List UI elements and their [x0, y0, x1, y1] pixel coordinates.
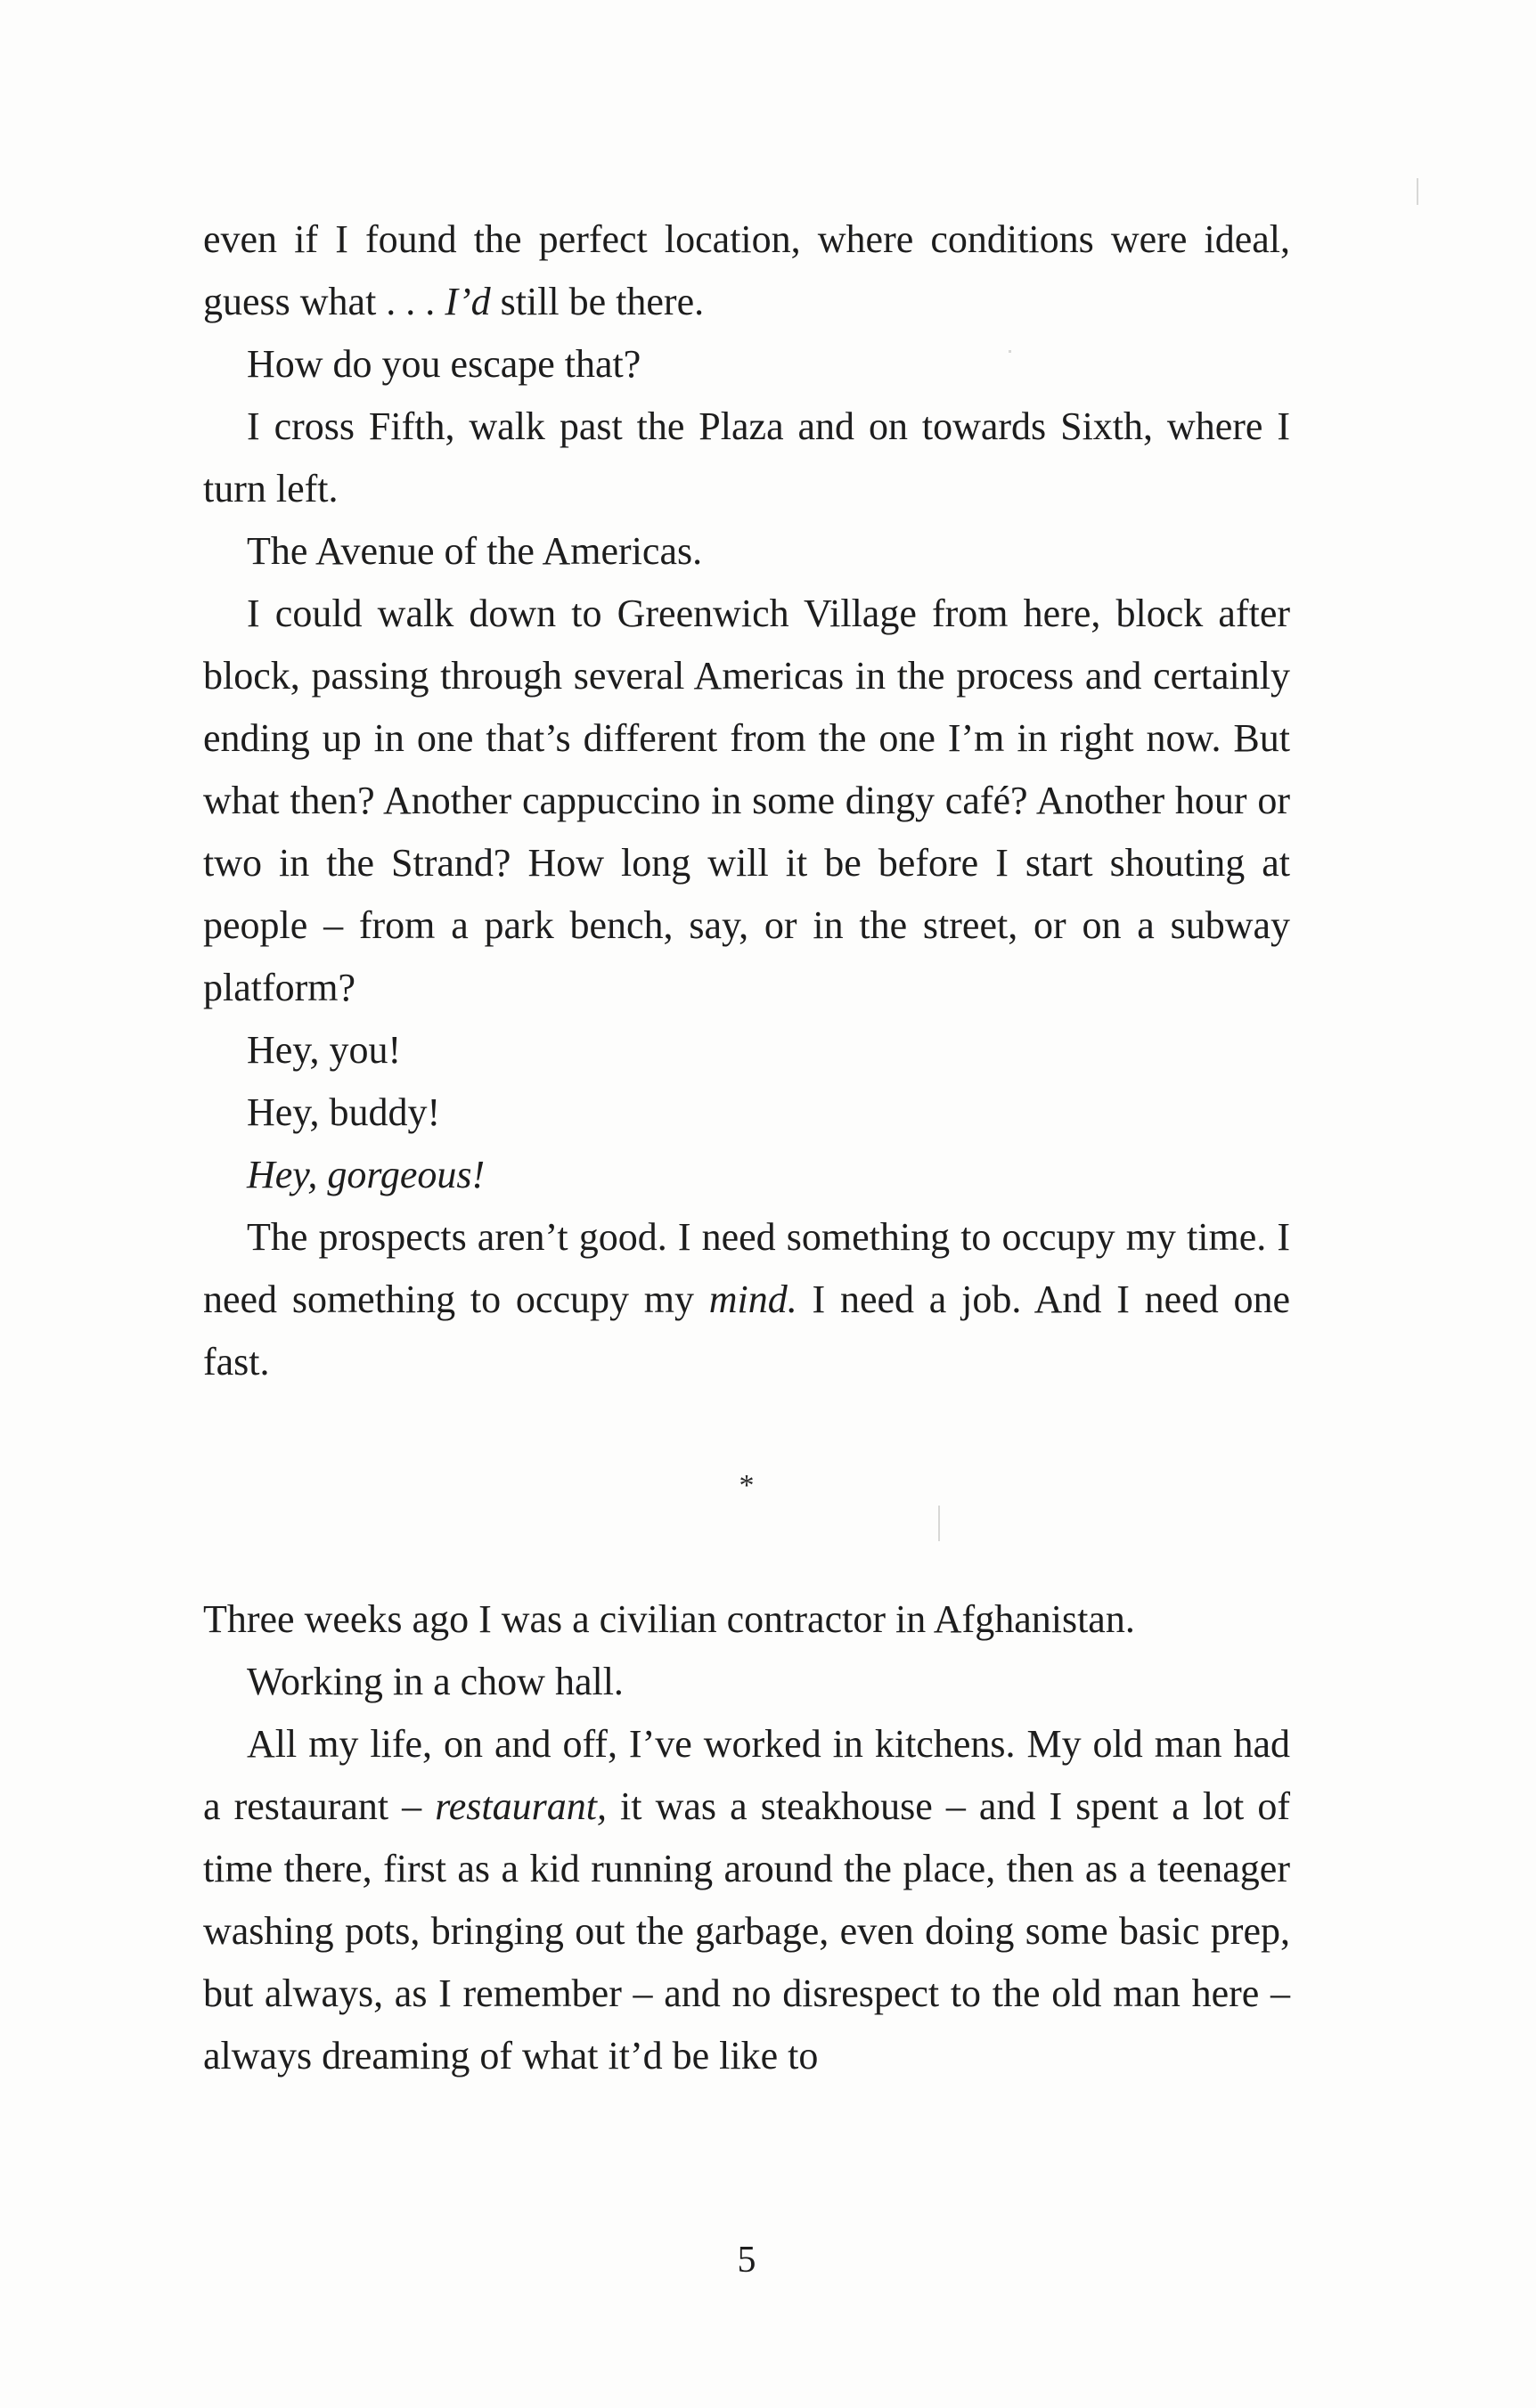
paragraph — [203, 1588, 1290, 1651]
paragraph — [203, 208, 1290, 333]
paragraph — [203, 1651, 1290, 1713]
text-run: it was a steakhouse – and I spent a lot of time there, first as a kid running around the place, then as a teenager washing pots, bringing out the garbage, even doing some basic prep, but always, as I remember – and no disrespect to the old man here – always dreaming of what it’d be like to — [203, 1784, 1291, 2077]
text-run: Hey, you! — [247, 1028, 402, 1072]
text-run: Hey, buddy! — [247, 1090, 441, 1134]
paragraph — [203, 1713, 1290, 2087]
paragraph — [203, 396, 1290, 520]
text-run: Three weeks ago I was a civilian contractor in Afghanistan. — [203, 1597, 1135, 1641]
paragraph — [203, 583, 1290, 1019]
text-run: Working in a chow hall. — [247, 1660, 624, 1703]
paragraph — [203, 520, 1290, 583]
body-text-bottom — [203, 1588, 1290, 2087]
paragraph — [203, 1206, 1290, 1393]
paragraph — [203, 333, 1290, 396]
text-run: still be there. — [490, 280, 705, 323]
body-text-top — [203, 208, 1290, 1393]
text-run: The Avenue of the Americas. — [247, 529, 703, 573]
paragraph — [203, 1144, 1290, 1206]
text-run: How do you escape that? — [247, 342, 641, 386]
italic-text: Hey, gorgeous! — [247, 1153, 486, 1196]
text-run: I cross Fifth, walk past the Plaza and on towards Sixth, where I turn left. — [203, 404, 1290, 510]
scene-break-asterisk: * — [739, 1469, 755, 1502]
scan-speck — [1417, 178, 1418, 205]
text-run: The prospects aren’t good. I need something to occupy my time. I need something to occupy my — [203, 1215, 1290, 1321]
text-run: I need a job. And I need one fast. — [203, 1277, 1290, 1384]
italic-text: I’d — [445, 280, 491, 323]
paragraph — [203, 1082, 1290, 1144]
text-run: All my life, on and off, I’ve worked in kitchens. My old man had a restaurant – — [203, 1722, 1290, 1828]
italic-text: mind. — [708, 1277, 797, 1321]
text-run: even if I found the perfect location, where conditions were ideal, guess what . . . — [203, 217, 1290, 323]
italic-text: restaurant, — [435, 1784, 607, 1828]
paragraph — [203, 1019, 1290, 1082]
text-run: I could walk down to Greenwich Village from here, block after block, passing through several Americas in the process and certainly ending up in one that’s different from the one I’m in right now. But what then? Another cappuccino in some dingy café? Another hour or two in the Strand? How long will it be before I start shouting at people – from a park bench, say, or in the street, or on a subway platform? — [203, 592, 1290, 1009]
page-number: 5 — [737, 2240, 756, 2281]
scan-speck — [938, 1506, 940, 1541]
